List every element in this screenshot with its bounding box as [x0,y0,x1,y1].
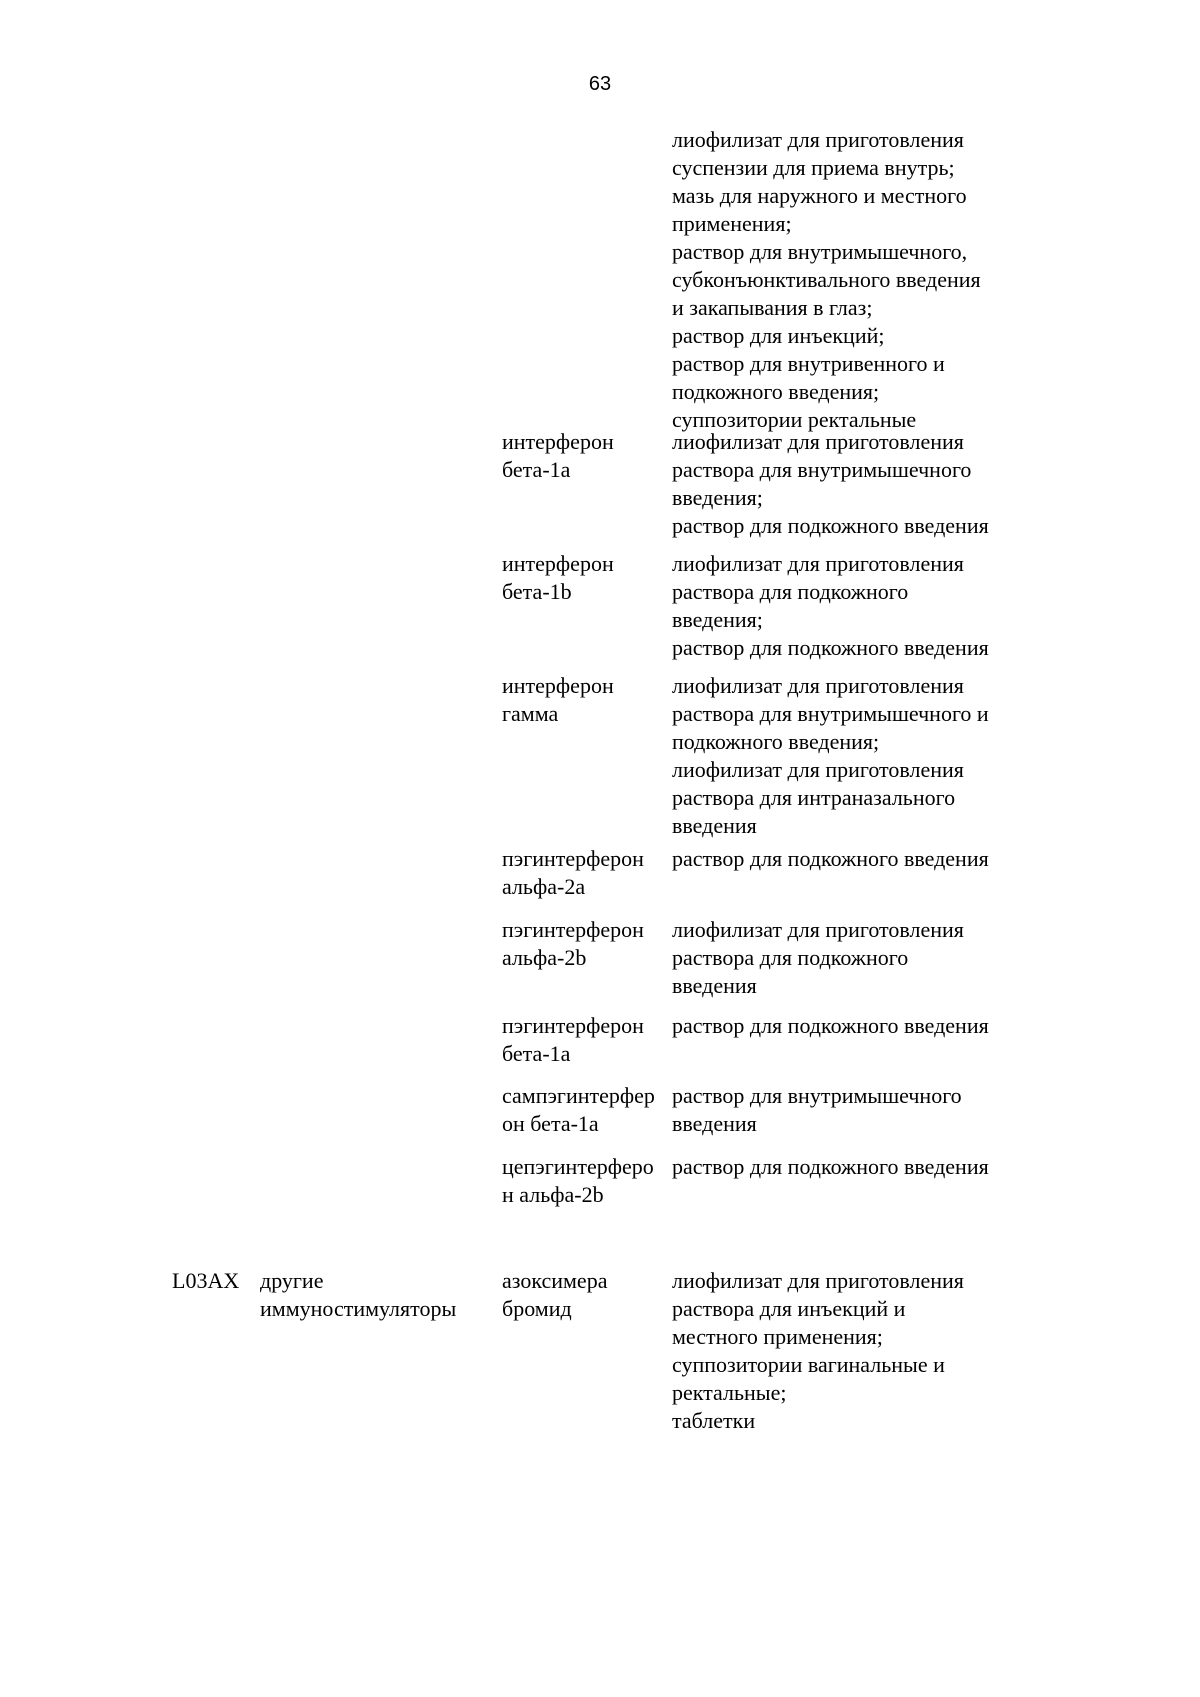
drug-name-line: пэгинтерферон [502,846,644,871]
drug-forms-cell [672,1267,964,1435]
drug-name-line: гамма [502,701,559,726]
form-line: введения [672,1111,757,1136]
drug-forms-cell [672,845,989,873]
form-line: введения; [672,607,763,632]
form-line: раствора для подкожного [672,579,909,604]
drug-name-cell [502,672,614,728]
drug-name-line: бромид [502,1296,572,1321]
drug-name-cell [502,1082,655,1138]
form-line: введения [672,973,757,998]
form-line: введения [672,813,757,838]
form-line: лиофилизат для приготовления [672,1268,964,1293]
form-line: суспензии для приема внутрь; [672,155,955,180]
form-line: раствор для внутримышечного [672,1083,962,1108]
drug-name-line: интерферон [502,673,614,698]
drug-name-line: н альфа-2b [502,1182,604,1207]
drug-name-line: азоксимера [502,1268,608,1293]
form-line: местного применения; [672,1324,883,1349]
group-name-line: другие [260,1268,324,1293]
form-line: подкожного введения; [672,379,880,404]
drug-name-line: интерферон [502,551,614,576]
drug-name-cell [502,845,644,901]
form-line: лиофилизат для приготовления [672,127,964,152]
drug-name-cell [502,550,614,606]
form-line: субконъюнктивального введения [672,267,981,292]
drug-name-cell [502,916,644,972]
form-line: раствор для подкожного введения [672,846,989,871]
form-line: применения; [672,211,792,236]
form-line: лиофилизат для приготовления [672,757,964,782]
form-line: раствора для инъекций и [672,1296,906,1321]
drug-name-line: пэгинтерферон [502,917,644,942]
drug-name-cell [502,1153,654,1209]
drug-forms-cell [672,428,989,540]
page-number: 63 [588,73,612,95]
group-name-cell [260,1267,456,1323]
form-line: ректальные; [672,1380,787,1405]
form-line: лиофилизат для приготовления [672,429,964,454]
form-line: и закапывания в глаз; [672,295,873,320]
form-line: раствора для внутримышечного и [672,701,989,726]
form-line: раствор для внутривенного и [672,351,945,376]
form-line: раствор для подкожного введения [672,1013,989,1038]
drug-forms-cell [672,1012,989,1040]
form-line: раствор для внутримышечного, [672,239,968,264]
drug-name-cell [502,428,614,484]
form-line: раствор для подкожного введения [672,1154,989,1179]
drug-name-line: сампэгинтерфер [502,1083,655,1108]
drug-name-cell [502,1267,607,1323]
form-line: подкожного введения; [672,729,880,754]
form-line: лиофилизат для приготовления [672,673,964,698]
form-line: раствора для внутримышечного [672,457,972,482]
form-line: лиофилизат для приготовления [672,917,964,942]
form-line: раствора для интраназального [672,785,956,810]
drug-forms-cell [672,1082,962,1138]
drug-forms-cell [672,916,964,1000]
form-line: мазь для наружного и местного [672,183,967,208]
group-name-line: иммуностимуляторы [260,1296,457,1321]
form-line: таблетки [672,1408,756,1433]
form-line: введения; [672,485,763,510]
form-line: раствор для подкожного введения [672,513,989,538]
atc-code: L03AX [172,1268,240,1293]
drug-forms-cell [672,672,989,840]
drug-forms-cell [672,1153,989,1181]
form-line: раствор для инъекций; [672,323,885,348]
form-line: суппозитории вагинальные и [672,1352,945,1377]
continuation-forms-cell [672,126,981,434]
drug-name-line: бета-1a [502,1041,571,1066]
drug-name-line: он бета-1a [502,1111,599,1136]
form-line: раствор для подкожного введения [672,635,989,660]
drug-name-line: бета-1a [502,457,571,482]
drug-name-line: альфа-2b [502,945,587,970]
form-line: лиофилизат для приготовления [672,551,964,576]
drug-name-line: пэгинтерферон [502,1013,644,1038]
drug-forms-cell [672,550,989,662]
drug-name-line: цепэгинтерферо [502,1154,654,1179]
drug-name-cell [502,1012,644,1068]
form-line: раствора для подкожного [672,945,909,970]
drug-name-line: альфа-2a [502,874,586,899]
drug-name-line: интерферон [502,429,614,454]
drug-name-line: бета-1b [502,579,572,604]
form-line: суппозитории ректальные [672,407,917,432]
